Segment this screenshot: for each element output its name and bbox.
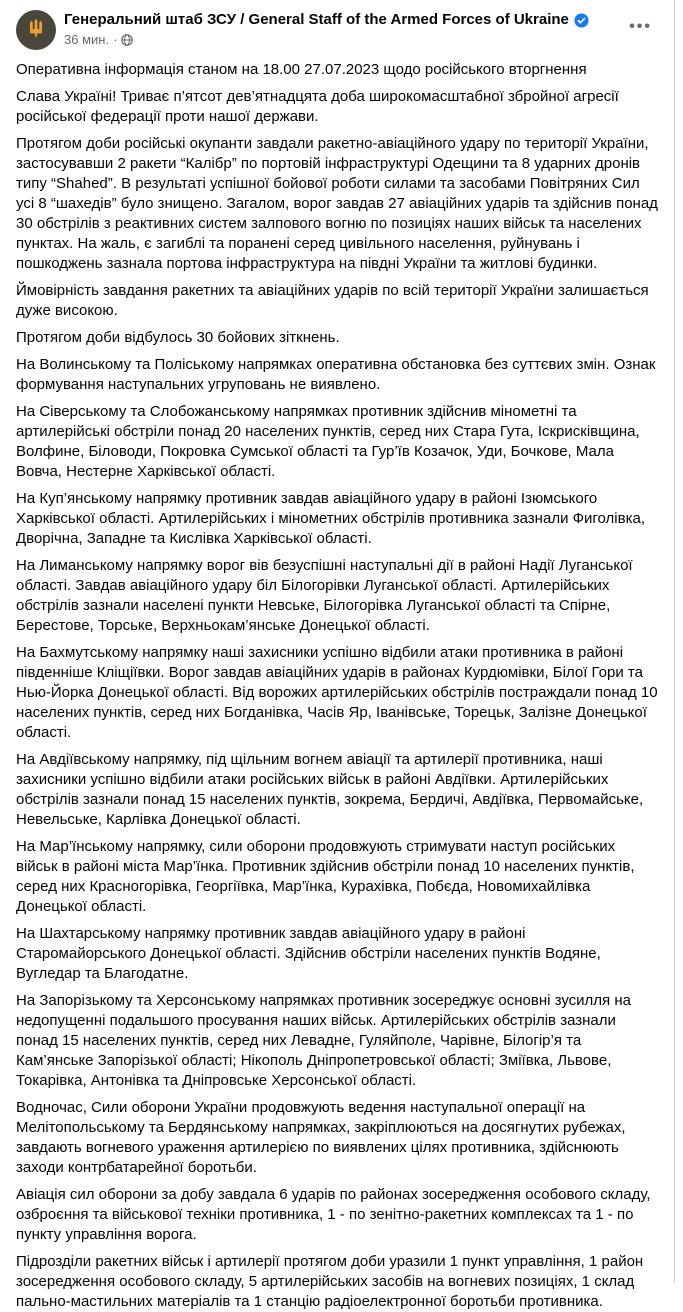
post-body — [0, 56, 674, 1312]
post-paragraph: Оперативна інформація станом на 18.00 27.07.2023 щодо російського вторгнення — [16, 61, 587, 78]
post-timestamp[interactable]: 36 мин. — [64, 32, 110, 47]
post-paragraph: На Мар’їнському напрямку, сили оборони продовжують стримувати наступ російських військ в районі міста Мар’їнка. Противник здійснив обстріли понад 10 населених пунктів, серед них Красногорівка, Георгіївка, Мар’їнка, Курахівка, Побєда, Новомихайлівка Донецької області. — [16, 838, 635, 915]
post-header — [0, 0, 674, 56]
post-menu-button[interactable] — [623, 16, 658, 38]
author-name[interactable]: Генеральний штаб ЗСУ / General Staff of the Armed Forces of Ukraine — [64, 11, 569, 28]
post-paragraph: На Авдіївському напрямку, під щільним вогнем авіації та артилерії противника, наші захисники успішно відбили атаки російських військ в районі Авдіївки. Артилерійських обстрілів зазнали понад 15 населених пунктів, зокрема, Бердичі, Авдіївка, Первомайське, Невельське, Карлівка Донецької області. — [16, 751, 644, 828]
post-paragraph: На Волинському та Поліському напрямках оперативна обстановка без суттєвих змін. Ознак формування наступальних угруповань не виявлено. — [16, 356, 656, 393]
verified-badge-icon — [574, 13, 589, 28]
post-paragraph: На Сіверському та Слобожанському напрямках противник здійснив мінометні та артилерійські обстріли понад 20 населених пунктів, серед них Стара Гута, Іскрисківщина, Волфине, Біловоди, Покровка Сумської області та Гур’їв Козачок, Уди, Бочкове, Мала Вовча, Нестерне Харківської області. — [16, 403, 640, 480]
post-paragraph: На Куп’янському напрямку противник завдав авіаційного удару в районі Ізюмського Харківської області. Артилерійських і мінометних обстрілів противника зазнали Фиголівка, Дворічна, Западне та Кислівка Харківської області. — [16, 490, 646, 547]
avatar[interactable] — [16, 10, 56, 50]
post-paragraph: Авіація сил оборони за добу завдала 6 ударів по районах зосередження особового складу, озброєння та військової техніки противника, 1 - по зенітно-ракетних комплексах та 1 - по пункту управління ворога. — [16, 1186, 651, 1243]
post-paragraph: Водночас, Сили оборони України продовжують ведення наступальної операції на Мелітопольському та Бердянському напрямках, закріплюються на досягнутих рубежах, завдають вогневого ураження артилерією по виявлених цілях противника, здійснюють заходи контрбатарейної боротьби. — [16, 1099, 626, 1176]
ellipsis-icon: ••• — [629, 18, 652, 35]
post-meta-row — [64, 32, 623, 48]
post-paragraph: Протягом доби відбулось 30 бойових зіткнень. — [16, 329, 340, 346]
post-paragraph: Протягом доби російські окупанти завдали ракетно-авіаційного удару по території України, застосувавши 2 ракети “Калібр” по портовій інфраструктурі Одещини та 8 ударних дронів типу “Shahed”. В результаті успішної бойової роботи силами та засобами Повітряних Сил усі 8 “шахедів” було знищено. Загалом, ворог завдав 27 авіаційних ударів та здійснив понад 30 обстрілів з реактивних систем залпового вогню по позиціях наших військ та населених пунктах. На жаль, є загиблі та поранені серед цивільного населення, руйнувань і пошкоджень зазнала портова інфраструктура на півдні України та житлові будинки. — [16, 135, 658, 272]
post-paragraph: На Лиманському напрямку ворог вів безуспішні наступальні дії в районі Надії Луганської області. Завдав авіаційного удару біл Білогорівки Луганської області. Артилерійських обстрілів зазнали населені пункти Невське, Білогорівка Луганської області та Спірне, Берестове, Торське, Верхньокам’янське Донецької області. — [16, 557, 633, 634]
post-paragraph: На Бахмутському напрямку наші захисники успішно відбили атаки противника в районі південніше Кліщіївки. Ворог завдав авіаційних ударів в районах Курдюмівки, Білої Гори та Нью-Йорка Донецької області. Від ворожих артилерійських обстрілів постраждали понад 10 населених пунктів, серед них Богданівка, Часів Яр, Іванівське, Торецьк, Залізне Донецької області. — [16, 644, 658, 741]
post-paragraph: Слава Україні! Триває п’ятсот дев’ятнадцята доба широкомасштабної збройної агресії російської федерації проти нашої держави. — [16, 88, 619, 125]
post-paragraph: Ймовірність завдання ракетних та авіаційних ударів по всій території України залишається дуже високою. — [16, 282, 649, 319]
post-paragraph: На Шахтарському напрямку противник завдав авіаційного удару в районі Старомайорського Донецької області. Здійснив обстріли населених пунктів Водяне, Вугледар та Благодатне. — [16, 925, 601, 982]
trident-icon — [23, 17, 49, 43]
post-header-meta — [56, 10, 623, 48]
post-paragraph: На Запорізькому та Херсонському напрямках противник зосереджує основні зусилля на недопущенні подальшого просування наших військ. Артилерійських обстрілів зазнали понад 15 населених пунктів, серед них Левадне, Гуляйполе, Чарівне, Білогір’я та Кам’янське Запорізької області; Нікополь Дніпропетровської області; Зміївка, Львове, Токарівка, Антонівка та Дніпровське Херсонської області. — [16, 992, 631, 1089]
author-row — [64, 10, 623, 30]
post-paragraph: Підрозділи ракетних військ і артилерії протягом доби уразили 1 пункт управління, 1 район зосередження особового складу, 5 артилерійських засобів на вогневих позиціях, 1 склад пально-мастильних матеріалів та 1 станцію радіоелектронної боротьби противника. — [16, 1253, 644, 1310]
globe-icon — [121, 34, 133, 46]
meta-separator: · — [113, 32, 118, 47]
